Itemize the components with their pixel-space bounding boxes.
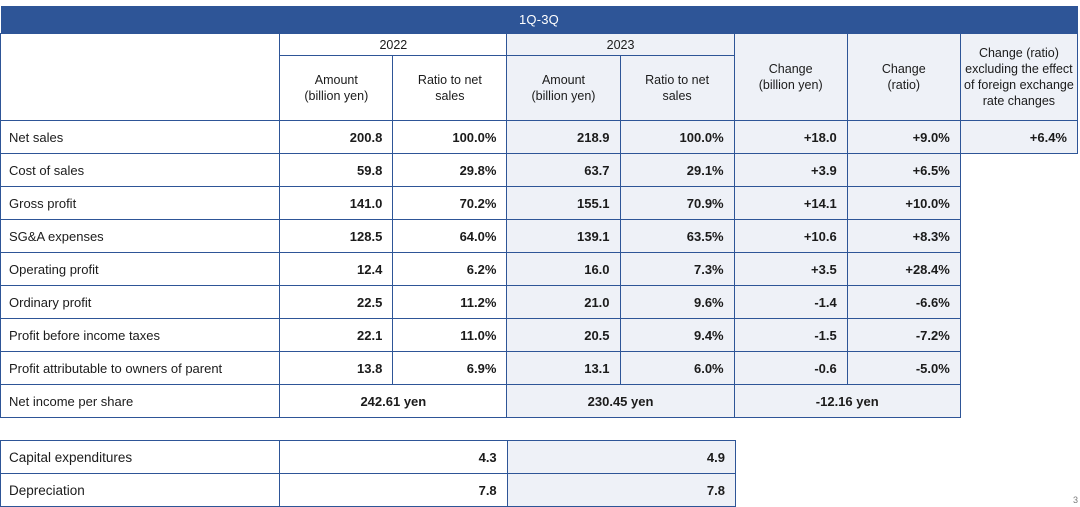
cell-change-ratio: +6.5% — [847, 154, 960, 187]
cell-amount-2022: 12.4 — [280, 253, 393, 286]
capex-table — [0, 440, 736, 507]
cell-ratio-2023: 7.3% — [620, 253, 734, 286]
cell-amount-2023: 155.1 — [507, 187, 620, 220]
cell-eps-fx — [960, 385, 1077, 418]
header-change-ratio-line1: Change — [881, 62, 926, 76]
table-row-eps — [1, 385, 1078, 418]
cell-change-amount: -0.6 — [734, 352, 847, 385]
cell-ratio-2023: 100.0% — [620, 121, 734, 154]
row-label: Ordinary profit — [1, 286, 280, 319]
cell-amount-2023: 139.1 — [507, 220, 620, 253]
table-row — [1, 441, 736, 474]
cell-amount-2023: 16.0 — [507, 253, 620, 286]
header-change-amount — [734, 34, 847, 121]
cell-depreciation-2023: 7.8 — [507, 474, 735, 507]
cell-ratio-2023: 9.6% — [620, 286, 734, 319]
cell-amount-2023: 21.0 — [507, 286, 620, 319]
cell-amount-2022: 141.0 — [280, 187, 393, 220]
cell-change-amount: +3.5 — [734, 253, 847, 286]
row-label: Profit attributable to owners of parent — [1, 352, 280, 385]
header-change-amount-line2: (billion yen) — [758, 78, 823, 92]
cell-change-ratio: -6.6% — [847, 286, 960, 319]
header-amount-2023-line2: (billion yen) — [531, 89, 596, 103]
header-change-amount-line1: Change — [768, 62, 813, 76]
cell-ratio-2023: 9.4% — [620, 319, 734, 352]
cell-change-ratio: +28.4% — [847, 253, 960, 286]
header-ratio-2023-line2: sales — [662, 89, 692, 103]
header-ratio-2023 — [620, 56, 734, 121]
cell-change-fx — [960, 286, 1077, 319]
cell-capex-2022: 4.3 — [280, 441, 507, 474]
cell-eps-2023: 230.45 yen — [507, 385, 734, 418]
cell-change-amount: +10.6 — [734, 220, 847, 253]
header-amount-2022 — [280, 56, 393, 121]
table-row — [1, 286, 1078, 319]
header-year-row — [1, 34, 1078, 56]
table-row — [1, 352, 1078, 385]
row-label: Operating profit — [1, 253, 280, 286]
table-row — [1, 253, 1078, 286]
row-label: Cost of sales — [1, 154, 280, 187]
cell-depreciation-2022: 7.8 — [280, 474, 507, 507]
header-corner-blank — [1, 34, 280, 121]
header-change-fx: Change (ratio) excluding the effect of foreign exchange rate changes — [960, 34, 1077, 121]
cell-eps-change: -12.16 yen — [734, 385, 960, 418]
cell-change-fx — [960, 319, 1077, 352]
row-label: Capital expenditures — [1, 441, 280, 474]
header-year-2023: 2023 — [507, 34, 734, 56]
cell-change-fx — [960, 154, 1077, 187]
row-label: Net income per share — [1, 385, 280, 418]
cell-change-amount: +14.1 — [734, 187, 847, 220]
cell-ratio-2022: 64.0% — [393, 220, 507, 253]
cell-capex-2023: 4.9 — [507, 441, 735, 474]
page-number: 3 — [1072, 495, 1078, 505]
header-amount-2023-line1: Amount — [541, 73, 586, 87]
row-label: Gross profit — [1, 187, 280, 220]
financial-summary-table — [0, 6, 1078, 418]
table-title-row — [1, 6, 1078, 34]
cell-change-ratio: +9.0% — [847, 121, 960, 154]
table-row — [1, 220, 1078, 253]
cell-change-amount: -1.5 — [734, 319, 847, 352]
cell-change-amount: +18.0 — [734, 121, 847, 154]
table-row — [1, 319, 1078, 352]
cell-ratio-2023: 70.9% — [620, 187, 734, 220]
cell-amount-2022: 200.8 — [280, 121, 393, 154]
header-amount-2022-line1: Amount — [314, 73, 358, 87]
cell-change-amount: +3.9 — [734, 154, 847, 187]
cell-amount-2022: 22.1 — [280, 319, 393, 352]
cell-change-fx — [960, 220, 1077, 253]
cell-ratio-2022: 11.2% — [393, 286, 507, 319]
row-label: Net sales — [1, 121, 280, 154]
header-ratio-2022-line1: Ratio to net — [417, 73, 482, 87]
header-amount-2022-line2: (billion yen) — [304, 89, 369, 103]
cell-change-amount: -1.4 — [734, 286, 847, 319]
header-ratio-2023-line1: Ratio to net — [645, 73, 710, 87]
row-label: Depreciation — [1, 474, 280, 507]
cell-amount-2022: 59.8 — [280, 154, 393, 187]
cell-amount-2023: 13.1 — [507, 352, 620, 385]
cell-change-fx — [960, 352, 1077, 385]
row-label: SG&A expenses — [1, 220, 280, 253]
cell-amount-2022: 13.8 — [280, 352, 393, 385]
cell-ratio-2022: 100.0% — [393, 121, 507, 154]
cell-change-ratio: +8.3% — [847, 220, 960, 253]
cell-ratio-2022: 29.8% — [393, 154, 507, 187]
table-title: 1Q-3Q — [1, 6, 1078, 34]
cell-amount-2022: 22.5 — [280, 286, 393, 319]
cell-change-fx — [960, 187, 1077, 220]
header-ratio-2022-line2: sales — [435, 89, 465, 103]
cell-amount-2023: 218.9 — [507, 121, 620, 154]
table-row — [1, 121, 1078, 154]
table-row — [1, 474, 736, 507]
cell-ratio-2022: 6.2% — [393, 253, 507, 286]
cell-ratio-2022: 11.0% — [393, 319, 507, 352]
cell-ratio-2022: 6.9% — [393, 352, 507, 385]
cell-ratio-2022: 70.2% — [393, 187, 507, 220]
cell-change-ratio: -5.0% — [847, 352, 960, 385]
header-year-2022: 2022 — [280, 34, 507, 56]
cell-ratio-2023: 63.5% — [620, 220, 734, 253]
cell-ratio-2023: 6.0% — [620, 352, 734, 385]
cell-amount-2023: 63.7 — [507, 154, 620, 187]
header-change-ratio — [847, 34, 960, 121]
header-change-ratio-line2: (ratio) — [887, 78, 921, 92]
cell-amount-2023: 20.5 — [507, 319, 620, 352]
table-row — [1, 187, 1078, 220]
cell-ratio-2023: 29.1% — [620, 154, 734, 187]
cell-change-fx — [960, 253, 1077, 286]
cell-change-fx: +6.4% — [960, 121, 1077, 154]
row-label: Profit before income taxes — [1, 319, 280, 352]
cell-change-ratio: -7.2% — [847, 319, 960, 352]
table-row — [1, 154, 1078, 187]
cell-eps-2022: 242.61 yen — [280, 385, 507, 418]
header-amount-2023 — [507, 56, 620, 121]
header-ratio-2022 — [393, 56, 507, 121]
cell-amount-2022: 128.5 — [280, 220, 393, 253]
cell-change-ratio: +10.0% — [847, 187, 960, 220]
